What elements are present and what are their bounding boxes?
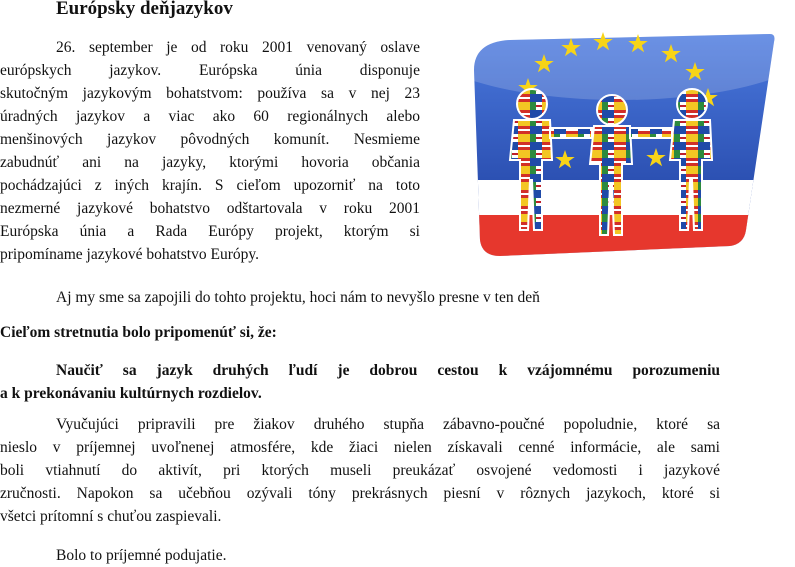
goal-paragraph [0,359,720,405]
intro-line: nezmerné jazykové bohatstvo odštartovala v roku 2001 [0,200,420,217]
page-title: Európsky deňjazykov [56,0,233,19]
intro-line: 26. september je od roku 2001 venovaný oslave [56,39,420,56]
intro-line: úradných jazykov a viac ako 60 regionálnych alebo [0,108,420,125]
goal-heading: Cieľom stretnutia bolo pripomenúť si, že: [0,324,277,341]
body-line: Vyučujúci pripravili pre žiakov druhého stupňa zábavno-poučné popoludnie, ktoré sa [56,416,720,433]
intro-line: menšinových jazykov pôvodných komunít. Nesmieme [0,131,420,148]
intro-line: zabudnúť ani na jazyky, ktorými hovoria občania [0,154,420,171]
intro-line: európskych jazykov. Európska únia disponuje [0,62,420,79]
body-line: nieslo v príjemnej uvoľnenej atmosfére, kde žiaci nielen získavali cenné informácie, ale sami [0,439,720,456]
intro-line: Európska únia a Rada Európy projekt, ktorým si [0,223,420,240]
goal-line: Naučiť sa jazyk druhých ľudí je dobrou cestou k vzájomnému porozumeniu [56,362,720,379]
goal-line: a k prekonávaniu kultúrnych rozdielov. [0,385,262,402]
body-line: boli vtiahnutí do aktivít, pri ktorých museli preukázať osvojené vedomosti i jazykové [0,462,720,479]
body-line: všetci prítomní s chuťou zaspievali. [0,508,222,525]
body-paragraph [0,413,720,528]
eu-flags-people-icon [470,30,780,260]
closing-line: Bolo to príjemné podujatie. [56,547,227,564]
intro-line: skutočným jazykovým bohatstvom: používa sa v nej 23 [0,85,420,102]
intro-paragraph [0,36,420,266]
intro-line: pochádzajúci z iných krajín. S cieľom upozorniť na toto [0,177,420,194]
joined-note: Aj my sme sa zapojili do tohto projektu, hoci nám to nevyšlo presne v ten deň [56,289,540,306]
body-line: zručnosti. Napokon sa učebňou ozývali tóny prekrásnych piesní v rôznych jazykoch, ktoré si [0,485,720,502]
intro-line: pripomíname jazykové bohatstvo Európy. [0,246,259,263]
